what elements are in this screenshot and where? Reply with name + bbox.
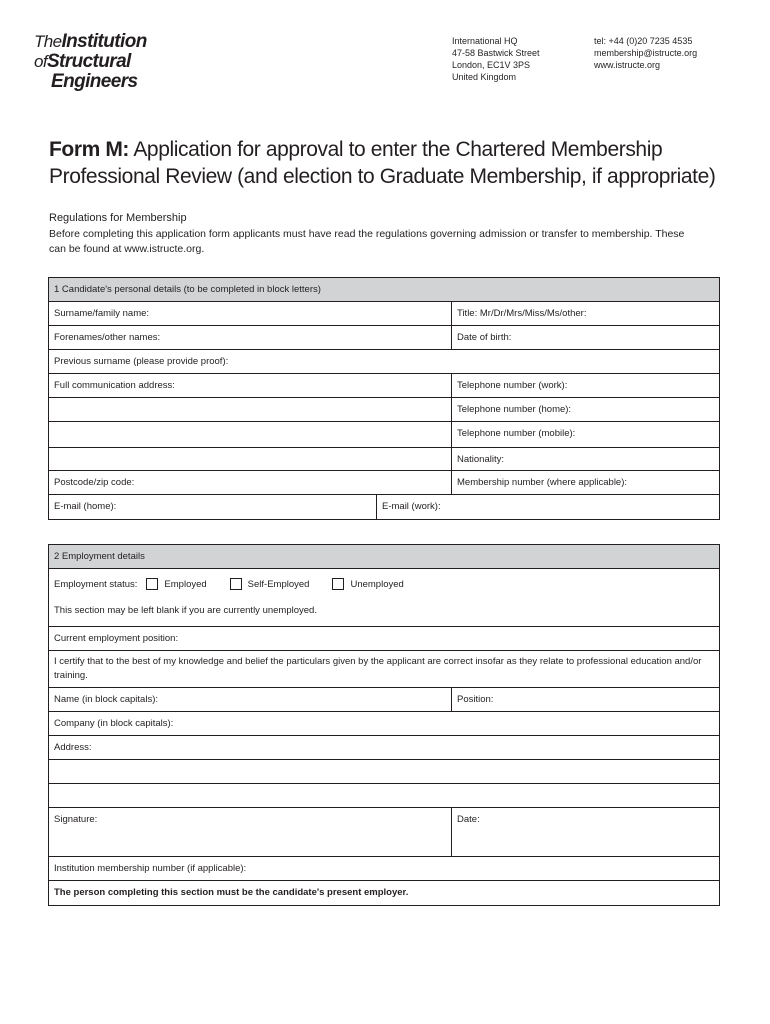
- logo-of: of: [34, 52, 47, 71]
- section-1-header: 1 Candidate's personal details (to be completed in block letters): [49, 278, 719, 302]
- tel-work-field[interactable]: Telephone number (work):: [457, 380, 568, 391]
- employed-checkbox[interactable]: [146, 578, 158, 590]
- tel-mobile-field[interactable]: Telephone number (mobile):: [457, 428, 576, 439]
- section-2-header: 2 Employment details: [49, 545, 719, 569]
- logo-structural: Structural: [46, 51, 131, 72]
- nationality-field[interactable]: Nationality:: [457, 454, 504, 465]
- logo-the: The: [34, 32, 62, 51]
- membership-number-field[interactable]: Membership number (where applicable):: [457, 477, 628, 488]
- self-employed-label: Self-Employed: [247, 578, 310, 590]
- regulations-heading: Regulations for Membership: [49, 212, 187, 224]
- employer-address-line-2[interactable]: [49, 760, 719, 783]
- forenames-field[interactable]: Forenames/other names:: [49, 326, 452, 349]
- section-employment-details: [48, 544, 720, 906]
- contact-details: [594, 35, 697, 71]
- surname-field[interactable]: Surname/family name:: [49, 302, 452, 325]
- address-line: International HQ: [452, 36, 518, 46]
- address-field[interactable]: Full communication address:: [49, 374, 452, 397]
- employed-label: Employed: [164, 578, 207, 590]
- certification-text: I certify that to the best of my knowledge and belief the particulars given by the applicant are correct insofar as they relate to professional education and/or training.: [54, 656, 702, 681]
- regulations-block: [49, 211, 689, 257]
- contact-tel: tel: +44 (0)20 7235 4535: [594, 36, 693, 46]
- address-line-4[interactable]: [49, 448, 452, 470]
- employer-note: The person completing this section must be the candidate's present employer.: [54, 887, 409, 898]
- employment-status-row: [49, 569, 719, 627]
- logo-institution: Institution: [61, 31, 147, 52]
- email-home-field[interactable]: E-mail (home):: [49, 495, 377, 519]
- contact-email: membership@istructe.org: [594, 48, 698, 58]
- institution-logo: [34, 32, 164, 91]
- employer-address-field[interactable]: Address:: [54, 742, 92, 753]
- hq-address: [452, 35, 540, 83]
- employment-status-label: Employment status:: [54, 578, 138, 590]
- signature-field[interactable]: Signature:: [49, 808, 452, 856]
- self-employed-checkbox[interactable]: [230, 578, 242, 590]
- unemployed-note: This section may be left blank if you are currently unemployed.: [54, 605, 317, 616]
- contact-website: www.istructe.org: [594, 60, 661, 70]
- company-field[interactable]: Company (in block capitals):: [54, 718, 174, 729]
- form-title-text: Application for approval to enter the Chartered Membership Professional Review (and election to Graduate Membership, if appropriate): [49, 138, 716, 188]
- address-line-2[interactable]: [49, 398, 452, 421]
- regulations-body: Before completing this application form applicants must have read the regulations governing admission or transfer to membership. These can be found at www.istructe.org.: [49, 228, 685, 255]
- page-title: [49, 136, 729, 190]
- date-of-birth-field[interactable]: Date of birth:: [457, 332, 512, 343]
- email-work-field[interactable]: E-mail (work):: [382, 501, 441, 512]
- postcode-field[interactable]: Postcode/zip code:: [49, 471, 452, 494]
- logo-engineers: Engineers: [51, 71, 138, 92]
- address-line: United Kingdom: [452, 72, 517, 82]
- employer-position-field[interactable]: Position:: [457, 694, 494, 705]
- address-line: London, EC1V 3PS: [452, 60, 531, 70]
- section-personal-details: [48, 277, 720, 520]
- signature-date-field[interactable]: Date:: [457, 814, 480, 825]
- unemployed-label: Unemployed: [350, 578, 404, 590]
- institution-membership-field[interactable]: Institution membership number (if applicable):: [54, 863, 247, 874]
- employer-address-line-3[interactable]: [49, 784, 719, 807]
- title-field[interactable]: Title: Mr/Dr/Mrs/Miss/Ms/other:: [457, 308, 587, 319]
- unemployed-checkbox[interactable]: [332, 578, 344, 590]
- current-position-field[interactable]: Current employment position:: [54, 633, 179, 644]
- form-label: Form M:: [49, 138, 130, 161]
- previous-surname-field[interactable]: Previous surname (please provide proof):: [54, 356, 229, 367]
- employer-name-field[interactable]: Name (in block capitals):: [49, 688, 452, 711]
- address-line-3[interactable]: [49, 422, 452, 447]
- tel-home-field[interactable]: Telephone number (home):: [457, 404, 572, 415]
- address-line: 47-58 Bastwick Street: [452, 48, 540, 58]
